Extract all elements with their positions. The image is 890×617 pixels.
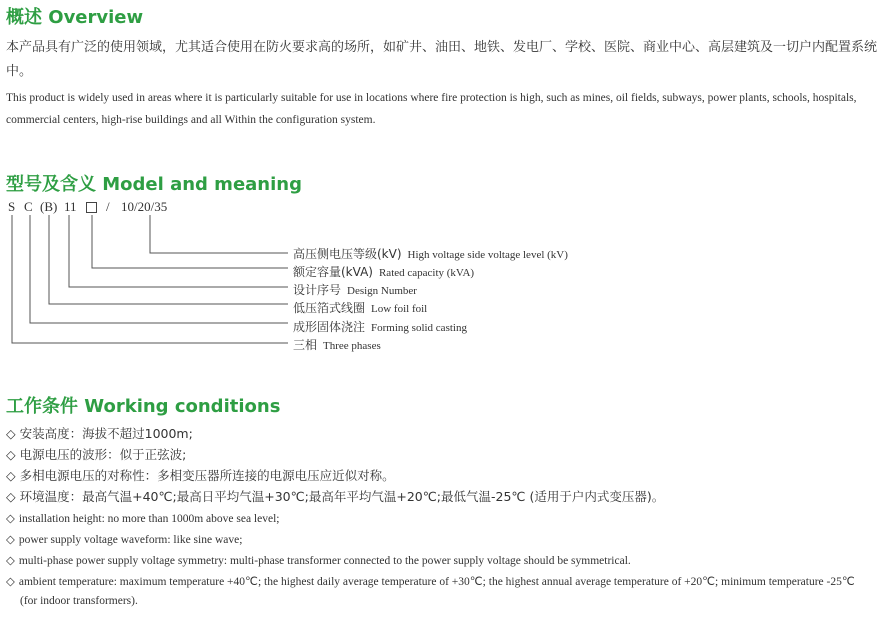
condition-cn-waveform-text: 电源电压的波形：似于正弦波; bbox=[19, 447, 187, 462]
diamond-bullet-icon: ◇ bbox=[6, 489, 16, 504]
code-voltage: 10/20/35 bbox=[121, 199, 168, 214]
model-label-capacity-cn: 额定容量(kVA) bbox=[293, 265, 373, 279]
diamond-bullet-icon: ◇ bbox=[6, 534, 15, 546]
model-label-voltage bbox=[293, 245, 568, 262]
condition-cn-temperature-text: 环境温度：最高气温+40℃;最高日平均气温+30℃;最高年平均气温+20℃;最低气温-25℃ (适用于户内式变压器)。 bbox=[19, 489, 665, 504]
condition-en-altitude bbox=[6, 511, 279, 525]
overview-heading: 概述 Overview bbox=[6, 7, 144, 28]
diamond-bullet-icon: ◇ bbox=[6, 555, 15, 567]
code-letter-b: (B) bbox=[40, 199, 58, 214]
diamond-bullet-icon: ◇ bbox=[6, 447, 16, 462]
code-letter-c: C bbox=[24, 199, 33, 214]
overview-chinese-text: 本产品具有广泛的使用领域，尤其适合使用在防火要求高的场所，如矿井、油田、地铁、发电厂、学校、医院、商业中心、高层建筑及一切户内配置系统中。 bbox=[6, 40, 878, 79]
diamond-bullet-icon: ◇ bbox=[6, 468, 16, 483]
model-label-three-phases-cn: 三相 bbox=[293, 338, 318, 352]
condition-en-temperature-continuation: (for indoor transformers). bbox=[20, 595, 138, 607]
condition-cn-symmetry bbox=[6, 466, 395, 484]
capacity-box-icon bbox=[86, 202, 97, 213]
model-label-design-number-cn: 设计序号 bbox=[293, 283, 342, 297]
condition-en-temperature-text: ambient temperature: maximum temperature +40℃; the highest daily average temperature of +30℃; the highest annual average temperature of +20℃; minimum temperature -25℃ bbox=[18, 576, 855, 588]
condition-en-waveform bbox=[6, 532, 242, 546]
model-label-three-phases-en: Three phases bbox=[323, 340, 381, 352]
model-label-three-phases bbox=[293, 336, 381, 353]
condition-cn-temperature bbox=[6, 487, 664, 505]
condition-en-symmetry-text: multi-phase power supply voltage symmetry: multi-phase transformer connected to the power supply voltage should be symmetrical. bbox=[18, 555, 631, 567]
condition-cn-waveform bbox=[6, 445, 186, 463]
model-label-capacity bbox=[293, 263, 474, 280]
condition-en-temperature bbox=[6, 574, 855, 588]
diamond-bullet-icon: ◇ bbox=[6, 513, 15, 525]
model-label-low-foil-en: Low foil foil bbox=[371, 303, 428, 315]
model-label-low-foil bbox=[293, 299, 427, 316]
overview-english-text: This product is widely used in areas where it is particularly suitable for use in locations where fire protection is high, such as mines, oil fields, subways, power plants, schools, hospitals, commercial centers, high-rise buildings and all Within the configuration system. bbox=[6, 92, 857, 126]
model-label-low-foil-cn: 低压箔式线圈 bbox=[293, 301, 366, 315]
condition-en-altitude-text: installation height: no more than 1000m above sea level; bbox=[18, 513, 280, 525]
code-letter-s: S bbox=[8, 199, 16, 214]
model-label-voltage-en: High voltage side voltage level (kV) bbox=[407, 249, 568, 261]
model-label-design-number bbox=[293, 281, 417, 298]
model-label-capacity-en: Rated capacity (kVA) bbox=[378, 267, 475, 279]
condition-en-symmetry bbox=[6, 553, 631, 567]
model-label-casting bbox=[293, 318, 467, 335]
code-number: 11 bbox=[64, 199, 77, 214]
model-heading: 型号及含义 Model and meaning bbox=[6, 174, 302, 195]
diamond-bullet-icon: ◇ bbox=[6, 426, 16, 441]
condition-cn-altitude-text: 安装高度：海拔不超过1000m; bbox=[19, 426, 193, 441]
model-label-casting-en: Forming solid casting bbox=[371, 322, 467, 334]
working-heading: 工作条件 Working conditions bbox=[6, 396, 281, 417]
condition-en-waveform-text: power supply voltage waveform: like sine wave; bbox=[18, 534, 243, 546]
model-label-casting-cn: 成形固体浇注 bbox=[293, 320, 366, 334]
condition-cn-symmetry-text: 多相电源电压的对称性：多相变压器所连接的电源电压应近似对称。 bbox=[19, 468, 395, 483]
model-label-design-number-en: Design Number bbox=[347, 285, 417, 297]
model-label-voltage-cn: 高压侧电压等级(kV) bbox=[293, 247, 402, 261]
diamond-bullet-icon: ◇ bbox=[6, 576, 15, 588]
code-slash: / bbox=[106, 199, 110, 214]
condition-cn-altitude bbox=[6, 424, 193, 442]
